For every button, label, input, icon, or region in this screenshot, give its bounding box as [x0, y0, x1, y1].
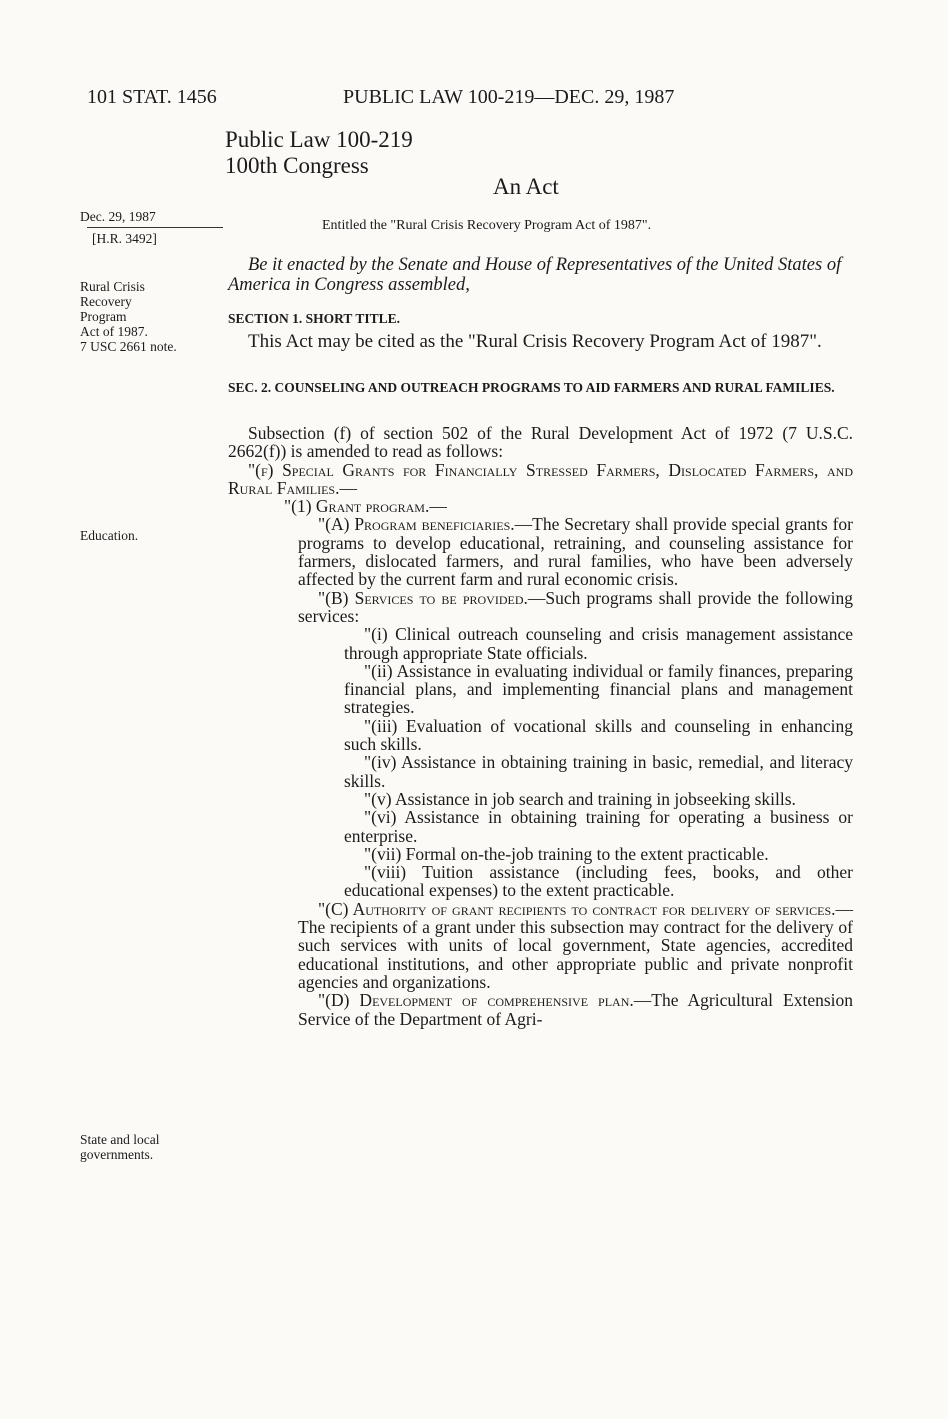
section-1-text: This Act may be cited as the "Rural Crisis Recovery Program Act of 1987". — [248, 331, 822, 352]
an-act-title: An Act — [493, 174, 559, 199]
subparagraph-d-text: —The Agricultural Extension Service of the Department of Agri- — [298, 990, 854, 1029]
entitled-clause: Entitled the "Rural Crisis Recovery Program Act of 1987". — [322, 218, 652, 233]
margin-divider — [87, 227, 223, 228]
subparagraph-d — [228, 991, 853, 1028]
margin-note-line: 7 USC 2661 note. — [80, 339, 177, 354]
section-2-body — [228, 424, 853, 1028]
subparagraph-b-lead: "(B) Services to be provided. — [318, 587, 528, 608]
subparagraph-d-lead: "(D) Development of comprehensive plan. — [318, 990, 634, 1011]
section-2-intro: Subsection (f) of section 502 of the Rural Development Act of 1972 (7 U.S.C. 2662(f)) is amended to read as follows: — [228, 423, 853, 462]
page-citation: 101 STAT. 1456 — [87, 86, 217, 108]
public-law-number: Public Law 100-219 — [225, 127, 413, 152]
margin-note-education: Education. — [80, 528, 139, 543]
margin-note-line: Program — [80, 309, 127, 324]
subparagraph-a-lead: "(A) Program beneficiaries. — [318, 514, 515, 535]
public-law-block — [225, 127, 413, 179]
margin-note-line: Rural Crisis — [80, 279, 145, 294]
service-item: "(vi) Assistance in obtaining training for operating a business or enterprise. — [344, 807, 853, 846]
margin-bill-number: [H.R. 3492] — [92, 231, 157, 246]
service-item: "(iv) Assistance in obtaining training in basic, remedial, and literacy skills. — [344, 752, 853, 791]
subparagraph-c-lead: "(C) Authority of grant recipients to contract for delivery of services. — [318, 898, 836, 919]
running-header: PUBLIC LAW 100-219—DEC. 29, 1987 — [343, 86, 675, 108]
margin-note-line: State and local — [80, 1132, 160, 1147]
service-item: "(v) Assistance in job search and training in jobseeking skills. — [364, 788, 796, 809]
margin-date: Dec. 29, 1987 — [80, 209, 156, 224]
margin-note-line: Recovery — [80, 294, 132, 309]
section-1-heading: SECTION 1. SHORT TITLE. — [228, 311, 400, 326]
subparagraph-a-text: —The Secretary shall provide special grants for programs to develop educational, retraining, and counseling assistance for farmers, dislocated farmers, and rural families, who have been adversely affected by the current farm and rural economic crisis. — [298, 514, 853, 590]
subparagraph-c-text: —The recipients of a grant under this subsection may contract for the delivery of such services with units of local government, State agencies, accredited educational institutions, and other appropriate public and private nonprofit agencies and organizations. — [298, 898, 853, 992]
subparagraph-a — [228, 515, 853, 588]
service-item: "(i) Clinical outreach counseling and crisis management assistance through appropriate State officials. — [344, 624, 853, 663]
subparagraph-b-text: —Such programs shall provide the following services: — [298, 587, 853, 626]
enacting-clause: Be it enacted by the Senate and House of Representatives of the United States of America in Congress assembled, — [228, 255, 842, 295]
margin-note-line: governments. — [80, 1147, 154, 1162]
paragraph-1-heading: "(1) Grant program.— — [284, 496, 447, 517]
congress-label: 100th Congress — [225, 153, 369, 178]
subsection-f-heading: "(f) Special Grants for Financially Stressed Farmers, Dislocated Farmers, and Rural Families.— — [228, 459, 853, 498]
section-2-heading: SEC. 2. COUNSELING AND OUTREACH PROGRAMS TO AID FARMERS AND RURAL FAMILIES. — [228, 380, 835, 395]
subparagraph-c — [228, 900, 853, 991]
service-item: "(viii) Tuition assistance (including fees, books, and other educational expenses) to the extent practicable. — [344, 862, 853, 901]
margin-note-short-title — [80, 279, 177, 354]
service-item: "(vii) Formal on-the-job training to the extent practicable. — [364, 843, 769, 864]
subparagraph-b — [228, 589, 853, 626]
service-item: "(ii) Assistance in evaluating individual or family finances, preparing financial plans, and implementing financial plans and management strategies. — [344, 660, 853, 718]
margin-note-governments — [80, 1132, 159, 1162]
margin-note-line: Act of 1987. — [80, 324, 148, 339]
service-item: "(iii) Evaluation of vocational skills and counseling in enhancing such skills. — [344, 715, 853, 755]
